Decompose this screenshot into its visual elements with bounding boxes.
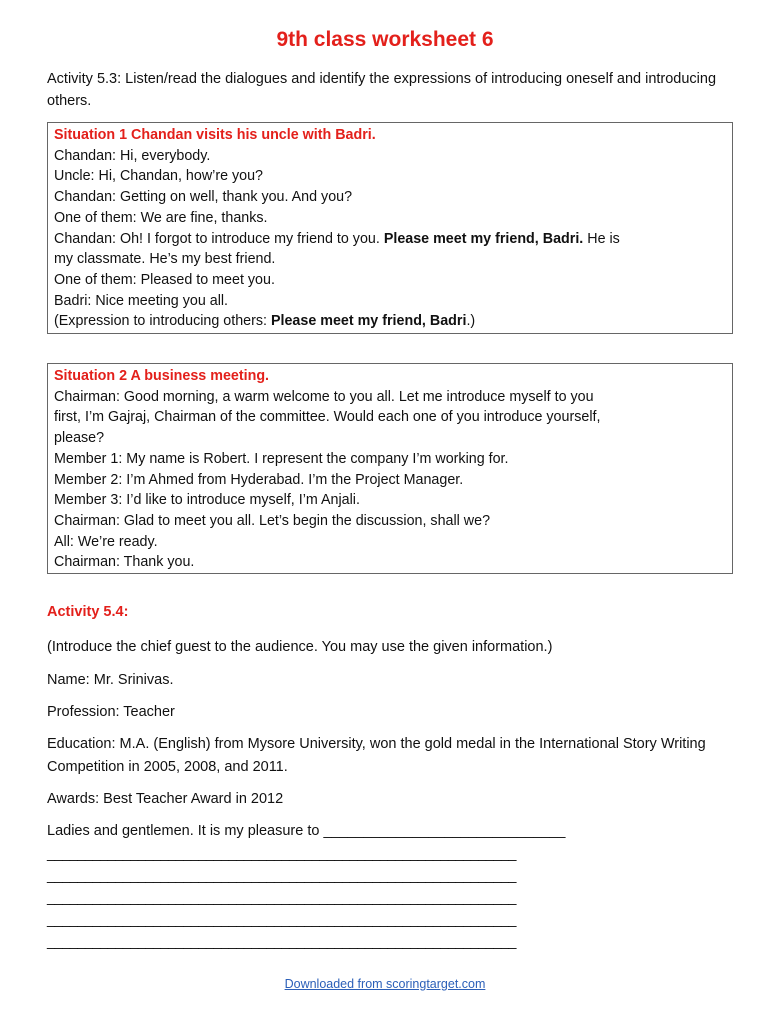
expression-note (54, 311, 726, 332)
footer-link[interactable]: Downloaded from scoringtarget.com (284, 977, 486, 991)
guest-name: Name: Mr. Srinivas. (47, 672, 174, 688)
dialogue-line: my classmate. He’s my best friend. (54, 251, 276, 268)
answer-line[interactable]: ______________________________________________________________ (47, 868, 516, 884)
dialogue-text: He is (583, 230, 620, 247)
situation-1-heading: Situation 1 Chandan visits his uncle with Badri. (54, 127, 376, 143)
guest-awards: Awards: Best Teacher Award in 2012 (47, 791, 284, 807)
dialogue-line: All: We’re ready. (54, 533, 158, 550)
answer-line[interactable]: ______________________________________________________________ (47, 890, 516, 906)
dialogue-text: Chandan: Oh! I forgot to introduce my friend to you. (54, 230, 384, 247)
dialogue-line: Member 1: My name is Robert. I represent the company I’m working for. (54, 450, 509, 467)
guest-education: Education: M.A. (English) from Mysore University, won the gold medal in the International Story Writing Competition in 2005, 2008, and 2011. (47, 736, 706, 775)
answer-line[interactable]: ______________________________________________________________ (47, 846, 516, 862)
activity-5-3-instruction: Activity 5.3: Listen/read the dialogues and identify the expressions of introducing oneself and introducing others. (47, 71, 717, 109)
dialogue-line (54, 229, 726, 250)
answer-line[interactable]: ______________________________________________________________ (47, 912, 516, 928)
note-text: (Expression to introducing others: (54, 313, 271, 330)
dialogue-line: Member 2: I’m Ahmed from Hyderabad. I’m the Project Manager. (54, 471, 464, 488)
activity-5-4-heading: Activity 5.4: (47, 604, 129, 620)
highlighted-expression: Please meet my friend, Badri. (383, 230, 584, 247)
situation-2-heading: Situation 2 A business meeting. (54, 368, 270, 384)
dialogue-line: Chandan: Getting on well, thank you. And you? (54, 189, 353, 206)
dialogue-line: One of them: Pleased to meet you. (54, 271, 275, 288)
dialogue-line: Chairman: Good morning, a warm welcome to you all. Let me introduce myself to you (54, 388, 594, 405)
answer-line[interactable]: ______________________________________________________________ (47, 934, 516, 950)
highlighted-expression: Please meet my friend, Badri (270, 313, 467, 330)
activity-5-4-instruction: (Introduce the chief guest to the audience. You may use the given information.) (47, 639, 553, 655)
writing-prompt: Ladies and gentlemen. It is my pleasure to ______________________________ (47, 823, 566, 839)
dialogue-line: Member 3: I’d like to introduce myself, I’m Anjali. (54, 492, 360, 509)
guest-profession: Profession: Teacher (47, 704, 175, 720)
dialogue-line: Uncle: Hi, Chandan, how’re you? (54, 168, 264, 185)
dialogue-line: Chairman: Glad to meet you all. Let’s begin the discussion, shall we? (54, 512, 491, 529)
situation-1-box (47, 122, 733, 334)
dialogue-line: Chandan: Hi, everybody. (54, 147, 211, 164)
dialogue-line: Badri: Nice meeting you all. (54, 292, 229, 309)
dialogue-line: One of them: We are fine, thanks. (54, 209, 268, 226)
dialogue-line: please? (54, 430, 105, 447)
situation-2-box (47, 363, 733, 574)
dialogue-line: Chairman: Thank you. (54, 554, 195, 571)
page-title: 9th class worksheet 6 (276, 28, 494, 51)
dialogue-line: first, I’m Gajraj, Chairman of the committee. Would each one of you introduce yourself, (54, 409, 601, 426)
note-text: .) (466, 313, 476, 330)
